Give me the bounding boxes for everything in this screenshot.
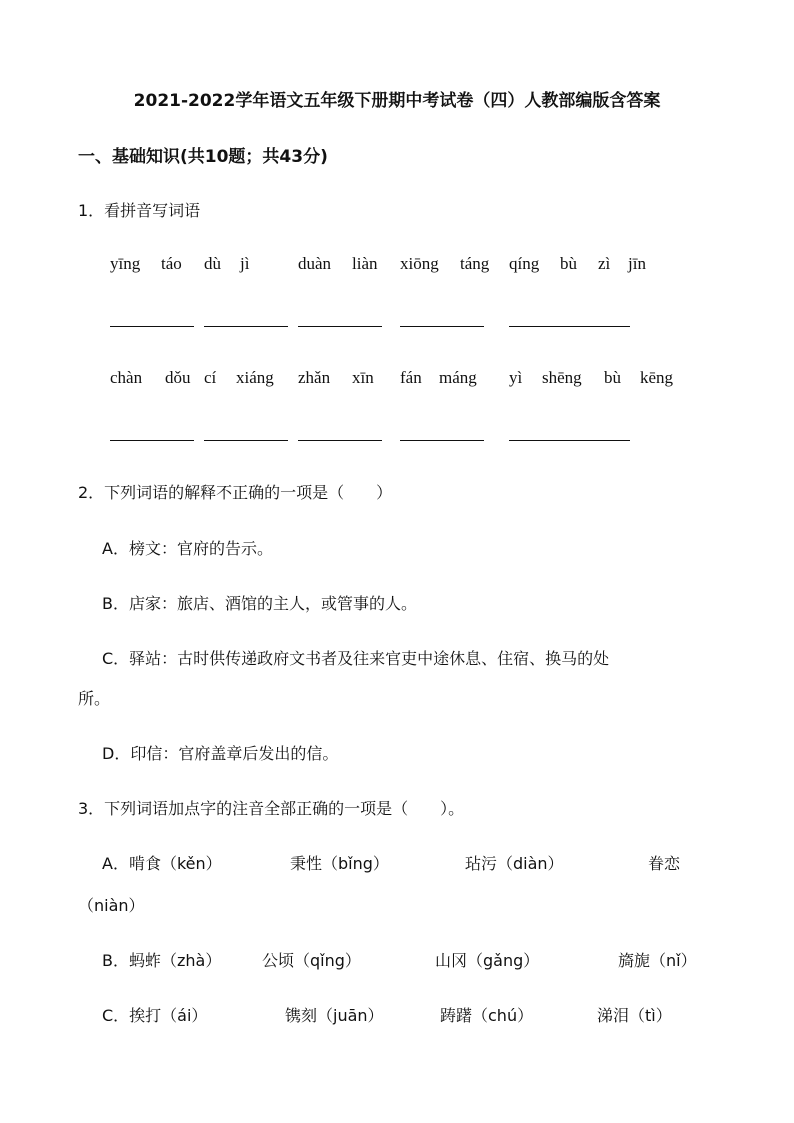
q3-option-b-word: 山冈（gǎng）	[435, 951, 540, 970]
section-heading: 一、基础知识(共10题；共43分)	[78, 147, 328, 167]
q3-option-b[interactable]: B．蚂蚱（zhà）	[102, 951, 222, 970]
q2-option-b[interactable]: B．店家：旅店、酒馆的主人，或管事的人。	[102, 594, 417, 613]
pinyin: bù	[604, 368, 621, 387]
q3-option-a[interactable]: A．啃食（kěn）	[102, 854, 222, 873]
pinyin: yīng	[110, 254, 141, 273]
pinyin: yì	[509, 368, 523, 387]
q2-option-a[interactable]: A．榜文：官府的告示。	[102, 539, 273, 558]
pinyin: xiōng	[400, 254, 439, 273]
answer-blank[interactable]	[509, 440, 630, 441]
pinyin: dǒu	[165, 368, 191, 387]
pinyin: xiáng	[236, 368, 274, 387]
q3-option-b-word: 公顷（qǐng）	[262, 951, 361, 970]
q2-option-c-continued: 所。	[78, 689, 111, 708]
answer-blank[interactable]	[509, 326, 630, 327]
q3-option-b-word: 旖旎（nǐ）	[618, 951, 697, 970]
document-title: 2021-2022学年语文五年级下册期中考试卷（四）人教部编版含答案	[133, 91, 661, 111]
answer-blank[interactable]	[400, 440, 484, 441]
pinyin: shēng	[542, 368, 582, 387]
answer-blank[interactable]	[400, 326, 484, 327]
pinyin: táo	[161, 254, 182, 273]
pinyin: xīn	[352, 368, 374, 387]
q3-option-c-word: 踌躇（chú）	[440, 1006, 534, 1025]
pinyin: zhǎn	[298, 368, 331, 387]
q1-stem: 1．看拼音写词语	[78, 201, 201, 220]
pinyin: bù	[560, 254, 577, 273]
pinyin: chàn	[110, 368, 143, 387]
q2-option-c[interactable]: C．驿站：古时供传递政府文书者及往来官吏中途休息、住宿、换马的处	[102, 649, 610, 668]
pinyin: qíng	[509, 254, 540, 273]
q3-option-a-word: 眷恋	[648, 854, 681, 873]
q3-option-a-word: 玷污（diàn）	[465, 854, 564, 873]
pinyin: táng	[460, 254, 490, 273]
answer-blank[interactable]	[204, 440, 288, 441]
q3-option-c[interactable]: C．挨打（ái）	[102, 1006, 208, 1025]
q3-option-a-word: 秉性（bǐng）	[290, 854, 389, 873]
pinyin: jì	[240, 254, 250, 273]
pinyin: dù	[204, 254, 221, 273]
pinyin: zì	[598, 254, 611, 273]
pinyin: liàn	[352, 254, 378, 273]
answer-blank[interactable]	[204, 326, 288, 327]
pinyin: cí	[204, 368, 217, 387]
q3-option-c-word: 涕泪（tì）	[597, 1006, 672, 1025]
pinyin: duàn	[298, 254, 332, 273]
q3-stem: 3．下列词语加点字的注音全部正确的一项是（ ）。	[78, 799, 465, 818]
q2-option-d[interactable]: D．印信：官府盖章后发出的信。	[102, 744, 339, 763]
pinyin: jīn	[628, 254, 646, 273]
q3-option-a-word: （niàn）	[78, 896, 145, 915]
answer-blank[interactable]	[110, 440, 194, 441]
pinyin: kēng	[640, 368, 674, 387]
answer-blank[interactable]	[298, 326, 382, 327]
pinyin: máng	[439, 368, 477, 387]
q2-stem: 2．下列词语的解释不正确的一项是（ ）	[78, 483, 393, 502]
q3-option-c-word: 镌刻（juān）	[285, 1006, 384, 1025]
answer-blank[interactable]	[110, 326, 194, 327]
pinyin: fán	[400, 368, 422, 387]
answer-blank[interactable]	[298, 440, 382, 441]
